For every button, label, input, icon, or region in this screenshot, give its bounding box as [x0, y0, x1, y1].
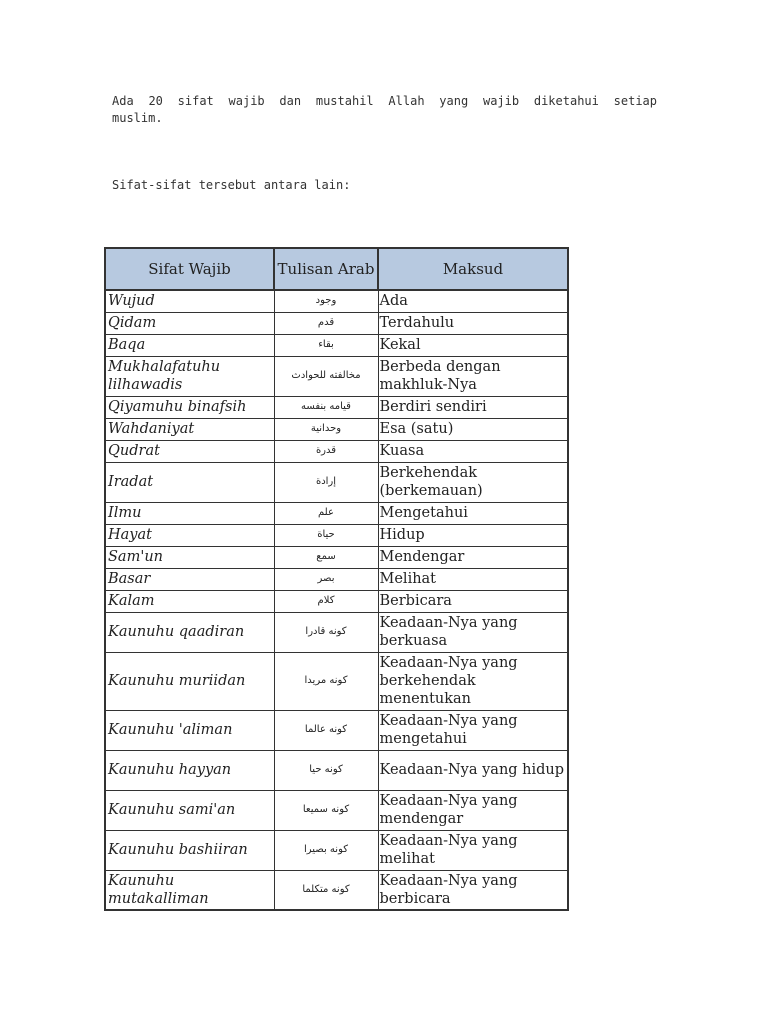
cell-meaning: Keadaan-Nya yang berkehendak menentukan: [378, 652, 568, 710]
cell-arabic-text: كونه متكلما: [274, 870, 378, 910]
lead-sentence: Sifat-sifat tersebut antara lain:: [112, 178, 351, 192]
cell-meaning: Keadaan-Nya yang mengetahui: [378, 710, 568, 750]
cell-meaning: Mendengar: [378, 546, 568, 568]
cell-arabic-text: بقاء: [274, 334, 378, 356]
cell-meaning: Keadaan-Nya yang melihat: [378, 830, 568, 870]
cell-sifat-name: Kaunuhu muriidan: [105, 652, 274, 710]
sifat-wajib-table: [104, 247, 569, 911]
cell-sifat-name: Kaunuhu hayyan: [105, 750, 274, 790]
cell-meaning: Keadaan-Nya yang mendengar: [378, 790, 568, 830]
cell-meaning: Berbicara: [378, 590, 568, 612]
cell-sifat-name: Baqa: [105, 334, 274, 356]
table-row: [105, 546, 568, 568]
cell-sifat-name: Kaunuhu 'aliman: [105, 710, 274, 750]
cell-meaning: Terdahulu: [378, 312, 568, 334]
cell-arabic-text: علم: [274, 502, 378, 524]
intro-paragraph: Ada 20 sifat wajib dan mustahil Allah yang wajib diketahui setiap muslim.: [112, 94, 657, 125]
cell-arabic-text: قدم: [274, 312, 378, 334]
table-row: [105, 750, 568, 790]
cell-arabic-text: كونه بصيرا: [274, 830, 378, 870]
cell-sifat-name: Wujud: [105, 290, 274, 312]
cell-sifat-name: Mukhalafatuhu lilhawadis: [105, 356, 274, 396]
cell-sifat-name: Basar: [105, 568, 274, 590]
table-row: [105, 290, 568, 312]
cell-meaning: Ada: [378, 290, 568, 312]
cell-arabic-text: كونه عالما: [274, 710, 378, 750]
cell-sifat-name: Kaunuhu sami'an: [105, 790, 274, 830]
cell-meaning: Keadaan-Nya yang berbicara: [378, 870, 568, 910]
cell-arabic-text: كلام: [274, 590, 378, 612]
cell-sifat-name: Kaunuhu qaadiran: [105, 612, 274, 652]
cell-arabic-text: بصر: [274, 568, 378, 590]
cell-meaning: Esa (satu): [378, 418, 568, 440]
cell-arabic-text: كونه قادرا: [274, 612, 378, 652]
cell-arabic-text: سمع: [274, 546, 378, 568]
cell-meaning: Berdiri sendiri: [378, 396, 568, 418]
table-row: [105, 396, 568, 418]
cell-sifat-name: Kaunuhu mutakalliman: [105, 870, 274, 910]
cell-meaning: Keadaan-Nya yang berkuasa: [378, 612, 568, 652]
table-row: [105, 870, 568, 910]
header-maksud: Maksud: [378, 248, 568, 290]
table-row: [105, 790, 568, 830]
cell-sifat-name: Hayat: [105, 524, 274, 546]
cell-arabic-text: إرادة: [274, 462, 378, 502]
table-row: [105, 568, 568, 590]
cell-sifat-name: Kalam: [105, 590, 274, 612]
table-row: [105, 418, 568, 440]
cell-sifat-name: Qiyamuhu binafsih: [105, 396, 274, 418]
cell-arabic-text: وحدانية: [274, 418, 378, 440]
cell-meaning: Berbeda dengan makhluk-Nya: [378, 356, 568, 396]
table-row: [105, 590, 568, 612]
cell-meaning: Hidup: [378, 524, 568, 546]
table-row: [105, 652, 568, 710]
table-row: [105, 356, 568, 396]
table-row: [105, 440, 568, 462]
cell-meaning: Melihat: [378, 568, 568, 590]
table-row: [105, 612, 568, 652]
cell-arabic-text: قدرة: [274, 440, 378, 462]
table-header-row: [105, 248, 568, 290]
cell-meaning: Kuasa: [378, 440, 568, 462]
header-sifat-wajib: Sifat Wajib: [105, 248, 274, 290]
table-row: [105, 334, 568, 356]
cell-sifat-name: Qudrat: [105, 440, 274, 462]
cell-sifat-name: Wahdaniyat: [105, 418, 274, 440]
table-row: [105, 312, 568, 334]
cell-meaning: Mengetahui: [378, 502, 568, 524]
cell-meaning: Berkehendak (berkemauan): [378, 462, 568, 502]
cell-sifat-name: Ilmu: [105, 502, 274, 524]
table-row: [105, 502, 568, 524]
cell-sifat-name: Kaunuhu bashiiran: [105, 830, 274, 870]
cell-sifat-name: Iradat: [105, 462, 274, 502]
cell-sifat-name: Sam'un: [105, 546, 274, 568]
cell-arabic-text: كونه مريدا: [274, 652, 378, 710]
cell-arabic-text: كونه سميعا: [274, 790, 378, 830]
cell-meaning: Kekal: [378, 334, 568, 356]
table-row: [105, 524, 568, 546]
cell-arabic-text: وجود: [274, 290, 378, 312]
cell-arabic-text: كونه حيا: [274, 750, 378, 790]
header-tulisan-arab: Tulisan Arab: [274, 248, 378, 290]
table-row: [105, 710, 568, 750]
table-row: [105, 830, 568, 870]
cell-sifat-name: Qidam: [105, 312, 274, 334]
cell-arabic-text: مخالفته للحوادث: [274, 356, 378, 396]
cell-arabic-text: حياة: [274, 524, 378, 546]
cell-meaning: Keadaan-Nya yang hidup: [378, 750, 568, 790]
cell-arabic-text: قيامه بنفسه: [274, 396, 378, 418]
table-row: [105, 462, 568, 502]
